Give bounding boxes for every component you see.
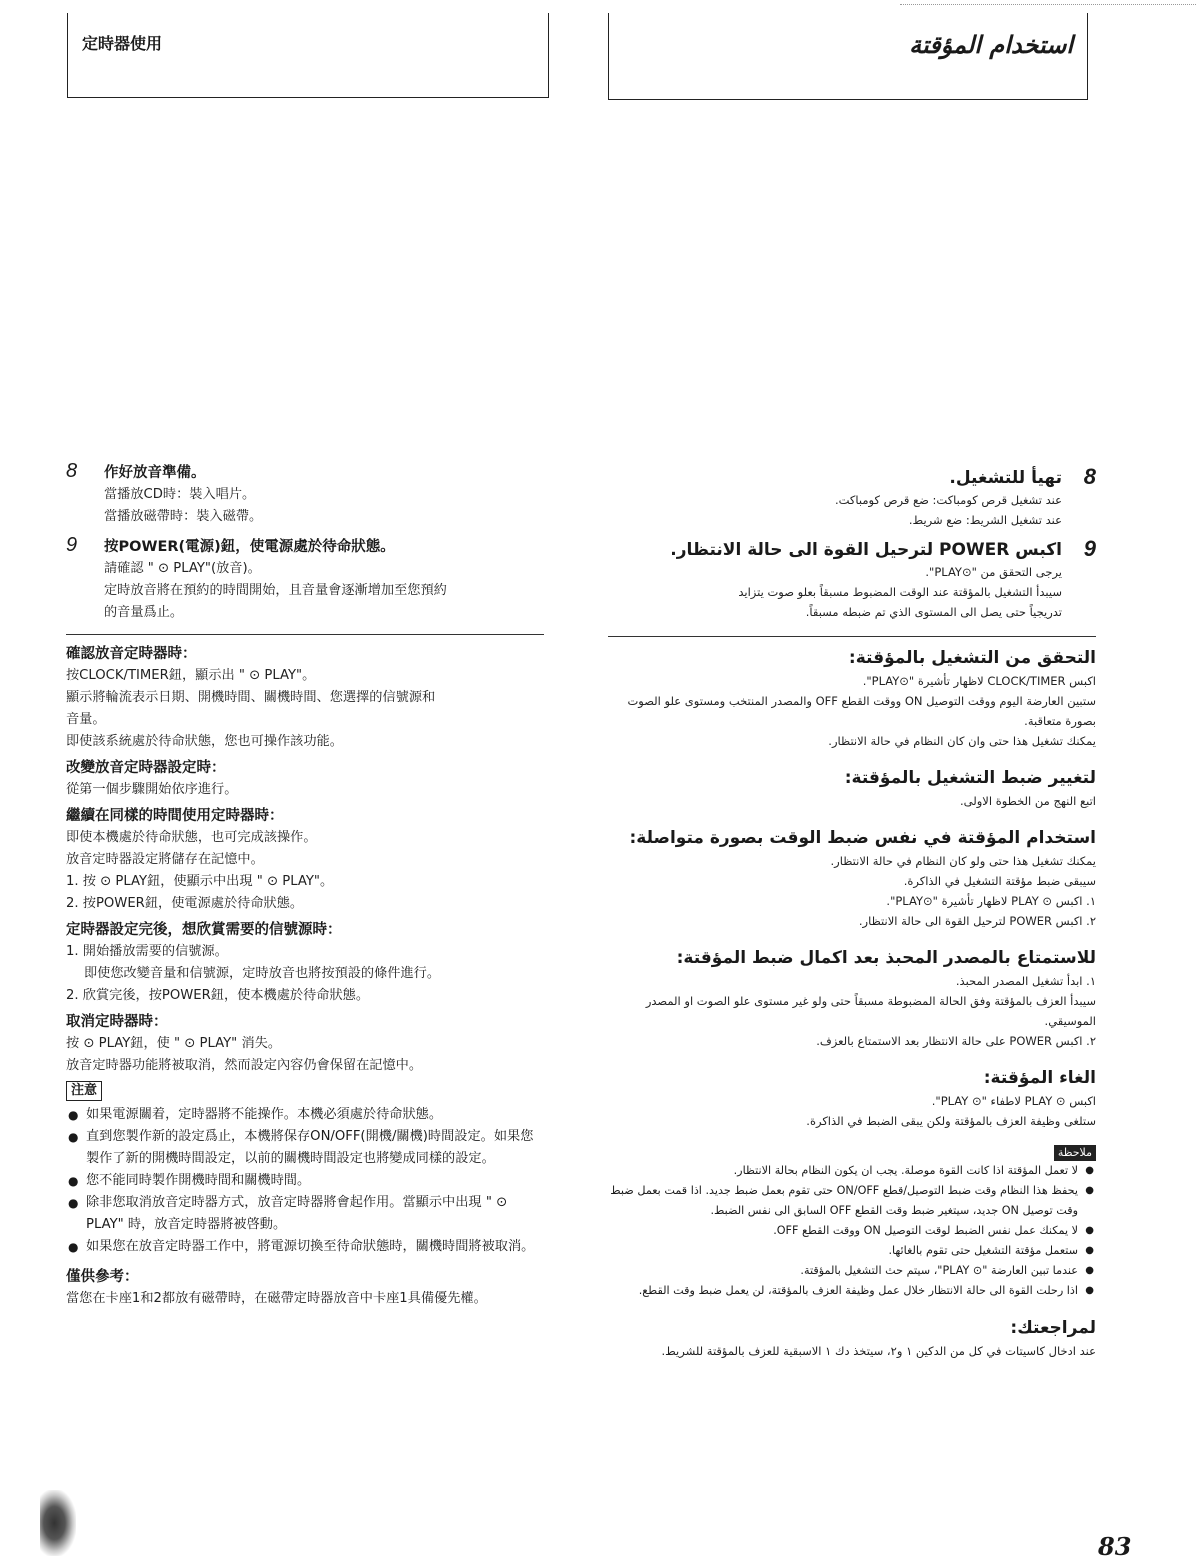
section-line: سيبقى ضبط مؤقتة التشغيل في الذاكرة. [903, 874, 1096, 888]
step-number: 9 [66, 534, 78, 556]
step-title: 按POWER(電源)鈕，使電源處於待命狀態。 [104, 539, 395, 555]
section-divider [608, 636, 1096, 637]
note-item: ● 如果您在放音定時器工作中，將電源切換至待命狀態時，關機時間將被取消。 [66, 1236, 544, 1258]
zh-enjoy-section [66, 919, 544, 1007]
header-title-chinese: 定時器使用 [82, 34, 163, 53]
zh-reference-section [66, 1266, 544, 1310]
section-title: 僅供參考： [66, 1269, 139, 1285]
note-item: ● لا يمكنك عمل نفس الضبط لوقت التوصيل ON ووقت القطع OFF. [608, 1221, 1096, 1241]
zh-same-section [66, 805, 544, 915]
section-line: يمكنك تشغيل هذا حتى ولو كان النظام في حالة الانتظار. [830, 854, 1096, 868]
note-item: ● 除非您取消放音定時器方式，放音定時器將會起作用。當顯示中出現 " ⊙ PLAY" 時，放音定時器將被啓動。 [66, 1192, 544, 1236]
step-line: 的音量爲止。 [104, 605, 184, 620]
chinese-column [66, 462, 544, 1310]
section-title: لتغيير ضبط التشغيل بالمؤقتة: [844, 768, 1096, 788]
step-number: 8 [66, 460, 78, 482]
step-line: سيبدأ التشغيل بالمؤقتة عند الوقت المضبوط مسبقاً بعلو صوت يتزايد [738, 585, 1062, 599]
section-line: 2. 欣賞完後，按POWER鈕，使本機處於待命狀態。 [66, 988, 370, 1003]
note-item: ● ستعمل مؤقتة التشغيل حتى تقوم بالغائها. [608, 1241, 1096, 1261]
section-title: للاستمتاع بالمصدر المحبذ بعد اكمال ضبط المؤقتة: [676, 948, 1096, 968]
section-line: اكبس ⊙ PLAY لاطفاء "⊙ PLAY". [931, 1094, 1096, 1108]
section-divider [66, 634, 544, 635]
step-line: 當播放磁帶時：裝入磁帶。 [104, 509, 263, 524]
step-title: 作好放音準備。 [104, 465, 206, 481]
section-title: التحقق من التشغيل بالمؤقتة: [848, 648, 1096, 668]
ar-enjoy-section [608, 945, 1096, 1051]
step-line: يرجى التحقق من "⊙PLAY". [925, 565, 1062, 579]
section-title: 繼續在同樣的時間使用定時器時： [66, 808, 284, 824]
zh-cancel-section [66, 1011, 544, 1077]
section-line: ستلغى وظيفة العزف بالمؤقتة ولكن يبقى الضبط في الذاكرة. [806, 1114, 1096, 1128]
step-line: 請確認 " ⊙ PLAY"(放音)。 [104, 561, 261, 576]
section-line: اتبع النهج من الخطوة الاولى. [960, 794, 1096, 808]
section-title: 改變放音定時器設定時： [66, 760, 226, 776]
zh-check-section [66, 643, 544, 753]
section-line: 當您在卡座1和2都放有磁帶時，在磁帶定時器放音中卡座1具備優先權。 [66, 1291, 487, 1306]
header-box-chinese [67, 13, 549, 98]
section-line: ٢. اكبس POWER على حالة الانتظار بعد الاستمتاع بالعزف. [816, 1034, 1096, 1048]
section-line: عند ادخال كاسيتات في كل من الدكين ١ و٢، سيتخذ دك ١ الاسبقية للعزف بالمؤقتة للشريط. [661, 1344, 1096, 1358]
page-number: 83 [1098, 1532, 1132, 1561]
header-box-arabic [608, 13, 1088, 100]
section-line: 從第一個步驟開始依序進行。 [66, 782, 238, 797]
note-item: ● يحفظ هذا النظام وقت ضبط التوصيل/قطع ON/OFF حتى تقوم بعمل ضبط جديد. اذا قمت بعمل ضبط وقت توصيل ON جديد، سيتغير ضبط وقت القطع OFF السابق الى نفس الضبط. [608, 1181, 1096, 1221]
section-title: 定時器設定完後，想欣賞需要的信號源時： [66, 922, 342, 938]
ar-step-8 [608, 466, 1096, 530]
arabic-column [608, 466, 1096, 1361]
zh-step-8 [66, 462, 544, 528]
ar-step-9 [608, 538, 1096, 622]
section-line: 按 ⊙ PLAY鈕，使 " ⊙ PLAY" 消失。 [66, 1036, 282, 1051]
section-line: اكبس CLOCK/TIMER لاظهار تأشيرة "⊙PLAY". [862, 674, 1096, 688]
step-title: اكبس POWER لترحيل القوة الى حالة الانتظار. [670, 540, 1062, 560]
step-number: 9 [1083, 536, 1096, 561]
section-line: 即使本機處於待命狀態，也可完成該操作。 [66, 830, 317, 845]
section-line: 即使該系統處於待命狀態，您也可操作該功能。 [66, 734, 343, 749]
section-line: 音量。 [66, 712, 106, 727]
section-line: 按CLOCK/TIMER鈕，顯示出 " ⊙ PLAY"。 [66, 668, 316, 683]
step-line: عند تشغيل الشريط: ضع شريط. [908, 513, 1062, 527]
step-line: 定時放音將在預約的時間開始，且音量會逐漸增加至您預約 [104, 583, 447, 598]
section-line: 1. 按 ⊙ PLAY鈕，使顯示中出現 " ⊙ PLAY"。 [66, 874, 334, 889]
section-title: 取消定時器時： [66, 1014, 168, 1030]
section-title: لمراجعتك: [1010, 1318, 1096, 1338]
step-line: عند تشغيل قرص كومباكت: ضع قرص كومباكت. [834, 493, 1062, 507]
section-line: 1. 開始播放需要的信號源。 [66, 944, 228, 959]
note-item: ● 您不能同時製作開機時間和關機時間。 [66, 1170, 544, 1192]
section-line: ١. اكبس ⊙ PLAY لاظهار تأشيرة "⊙PLAY". [886, 894, 1096, 908]
zh-step-9 [66, 536, 544, 624]
section-line: 2. 按POWER鈕，使電源處於待命狀態。 [66, 896, 304, 911]
ar-change-section [608, 765, 1096, 811]
section-line: يمكنك تشغيل هذا حتى وان كان النظام في حالة الانتظار. [828, 734, 1096, 748]
ar-same-section [608, 825, 1096, 931]
section-line: 即使您改變音量和信號源，定時放音也將按預設的條件進行。 [84, 966, 441, 981]
section-title: استخدام المؤقتة في نفس ضبط الوقت بصورة متواصلة: [629, 828, 1096, 848]
scan-edge-dots [900, 4, 1196, 7]
note-label: 注意 [66, 1081, 102, 1101]
note-item: ● 如果電源關着，定時器將不能操作。本機必須處於待命狀態。 [66, 1104, 544, 1126]
section-line: ١. ابدأ تشغيل المصدر المحبذ. [955, 974, 1096, 988]
ar-reference-section [608, 1315, 1096, 1361]
note-item: ● 直到您製作新的設定爲止，本機將保存ON/OFF(開機/關機)時間設定。如果您製作了新的開機時間設定，以前的關機時間設定也將變成同樣的設定。 [66, 1126, 544, 1170]
section-line: 顯示將輪流表示日期、開機時間、關機時間、您選擇的信號源和 [66, 690, 436, 705]
section-title: 確認放音定時器時： [66, 646, 197, 662]
step-title: تهيأ للتشغيل. [949, 468, 1062, 488]
zh-change-section [66, 757, 544, 801]
step-line: تدريجياً حتى يصل الى المستوى الذي تم ضبطه مسبقاً. [805, 605, 1062, 619]
ar-cancel-section [608, 1065, 1096, 1131]
step-number: 8 [1083, 464, 1096, 489]
section-title: الغاء المؤقتة: [983, 1068, 1096, 1088]
section-line: سيبدأ العزف بالمؤقتة وفق الحالة المضبوطة مسبقاً حتى ولو غير مستوى علو الصوت او المصدر الموسيقي. [645, 994, 1096, 1028]
section-line: 放音定時器設定將儲存在記憶中。 [66, 852, 264, 867]
ar-check-section [608, 645, 1096, 751]
note-label: ملاحظة [1054, 1145, 1096, 1161]
section-line: ستبين العارضة اليوم ووقت التوصيل ON ووقت القطع OFF والمصدر المنتخب ومستوى علو الصوت بصورة متعاقبة. [627, 694, 1096, 728]
note-item: ● اذا رحلت القوة الى حالة الانتظار خلال عمل وظيفة العزف بالمؤقتة، لن يعمل ضبط وقت القطع. [608, 1281, 1096, 1301]
section-line: 放音定時器功能將被取消，然而設定內容仍會保留在記憶中。 [66, 1058, 423, 1073]
section-line: ٢. اكبس POWER لترحيل القوة الى حالة الانتظار. [858, 914, 1096, 928]
note-item: ● لا تعمل المؤقتة اذا كانت القوة موصلة. يجب ان يكون النظام بحالة الانتظار. [608, 1161, 1096, 1181]
header-title-arabic: استخدام المؤقتة [909, 31, 1073, 59]
step-line: 當播放CD時：裝入唱片。 [104, 487, 256, 502]
note-item: ● عندما تبين العارضة "⊙ PLAY"، سيتم حث التشغيل بالمؤقتة. [608, 1261, 1096, 1281]
scan-smudge [40, 1490, 76, 1556]
